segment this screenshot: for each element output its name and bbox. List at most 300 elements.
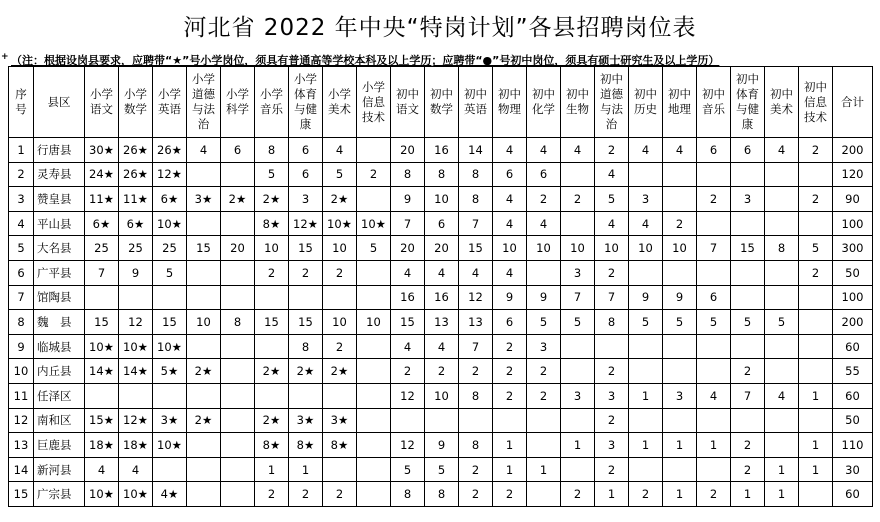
row-number-cell: 11	[9, 383, 34, 408]
quota-cell: 12★	[119, 408, 153, 433]
quota-cell	[799, 482, 833, 507]
quota-cell: 6	[697, 138, 731, 163]
quota-cell	[663, 359, 697, 384]
quota-cell: 10	[493, 236, 527, 261]
total-cell: 120	[833, 162, 873, 187]
table-row	[9, 162, 873, 187]
county-cell: 临城县	[34, 334, 85, 359]
total-cell: 60	[833, 482, 873, 507]
quota-cell: 10★	[119, 482, 153, 507]
quota-cell: 3	[629, 187, 663, 212]
quota-cell: 4	[629, 211, 663, 236]
table-row	[9, 236, 873, 261]
quota-cell: 3	[731, 187, 765, 212]
quota-cell	[697, 260, 731, 285]
quota-cell: 8	[459, 433, 493, 458]
column-header-label: 初中 数学	[430, 87, 453, 116]
quota-cell: 4	[493, 260, 527, 285]
quota-cell	[629, 457, 663, 482]
column-header-label: 合计	[841, 94, 864, 109]
quota-cell	[799, 162, 833, 187]
quota-cell: 15	[289, 236, 323, 261]
column-header-label: 初中 化学	[532, 87, 555, 116]
quota-cell: 12	[119, 310, 153, 335]
quota-cell: 12	[459, 285, 493, 310]
quota-cell: 10	[527, 236, 561, 261]
quota-cell	[391, 408, 425, 433]
quota-cell: 8	[221, 310, 255, 335]
table-row	[9, 187, 873, 212]
row-number-cell: 13	[9, 433, 34, 458]
county-cell: 赞皇县	[34, 187, 85, 212]
quota-cell	[221, 211, 255, 236]
quota-cell	[119, 383, 153, 408]
quota-cell: 2	[289, 482, 323, 507]
quota-cell: 3	[595, 383, 629, 408]
row-number-cell: 8	[9, 310, 34, 335]
quota-cell: 4	[493, 138, 527, 163]
row-number-cell: 6	[9, 260, 34, 285]
quota-cell: 6	[289, 162, 323, 187]
quota-cell: 15	[187, 236, 221, 261]
total-cell: 60	[833, 334, 873, 359]
quota-cell	[765, 359, 799, 384]
quota-cell	[221, 482, 255, 507]
quota-cell: 1	[799, 457, 833, 482]
quota-cell: 10	[629, 236, 663, 261]
column-header-label: 小学 科学	[226, 87, 249, 116]
quota-cell: 14	[459, 138, 493, 163]
column-header-label: 初中 音乐	[702, 87, 725, 116]
quota-cell: 18★	[85, 433, 119, 458]
quota-cell: 4	[561, 138, 595, 163]
quota-cell: 4	[391, 334, 425, 359]
quota-cell: 6★	[119, 211, 153, 236]
quota-cell: 2	[323, 260, 357, 285]
column-header-label: 初中 语文	[396, 87, 419, 116]
quota-cell	[527, 408, 561, 433]
quota-cell	[221, 359, 255, 384]
total-cell: 100	[833, 285, 873, 310]
column-header	[255, 67, 289, 138]
quota-cell: 12★	[153, 162, 187, 187]
quota-cell: 3	[289, 187, 323, 212]
quota-cell	[697, 359, 731, 384]
quota-cell: 7	[85, 260, 119, 285]
quota-cell	[221, 162, 255, 187]
column-header-label: 小学 体育 与健 康	[294, 72, 317, 131]
quota-cell: 2★	[187, 359, 221, 384]
quota-cell	[731, 211, 765, 236]
quota-cell: 2	[731, 359, 765, 384]
quota-cell: 2	[357, 162, 391, 187]
quota-cell: 2	[731, 457, 765, 482]
quota-cell	[357, 187, 391, 212]
quota-cell	[187, 285, 221, 310]
quota-cell: 2	[697, 482, 731, 507]
quota-cell: 1	[527, 457, 561, 482]
quota-cell: 4	[459, 260, 493, 285]
total-cell: 30	[833, 457, 873, 482]
quota-cell: 8★	[255, 433, 289, 458]
quota-cell: 12★	[289, 211, 323, 236]
quota-cell	[629, 162, 663, 187]
table-row	[9, 359, 873, 384]
quota-cell: 2	[731, 433, 765, 458]
quota-cell: 2	[493, 482, 527, 507]
quota-cell: 1	[561, 433, 595, 458]
quota-cell: 8	[255, 138, 289, 163]
column-header-label: 初中 物理	[498, 87, 521, 116]
quota-cell: 9	[493, 285, 527, 310]
quota-cell	[357, 285, 391, 310]
quota-cell: 8	[595, 310, 629, 335]
quota-cell: 2	[595, 260, 629, 285]
quota-cell: 10	[561, 236, 595, 261]
column-header	[391, 67, 425, 138]
quota-cell: 10	[357, 310, 391, 335]
quota-cell: 15★	[85, 408, 119, 433]
quota-cell: 2	[799, 138, 833, 163]
quota-cell: 2	[459, 359, 493, 384]
quota-cell	[731, 285, 765, 310]
quota-cell: 2	[663, 211, 697, 236]
column-header	[153, 67, 187, 138]
column-header-label: 小学 音乐	[260, 87, 283, 116]
quota-cell	[731, 162, 765, 187]
quota-cell	[561, 359, 595, 384]
quota-cell: 8	[459, 383, 493, 408]
county-cell: 任泽区	[34, 383, 85, 408]
quota-cell	[323, 457, 357, 482]
quota-cell: 2	[595, 138, 629, 163]
quota-cell	[187, 433, 221, 458]
column-header-label: 小学 信息 技术	[362, 79, 385, 124]
quota-cell: 6	[425, 211, 459, 236]
quota-cell: 5	[323, 162, 357, 187]
quota-cell	[799, 285, 833, 310]
quota-cell: 3★	[153, 408, 187, 433]
quota-cell: 1	[697, 433, 731, 458]
quota-cell: 2	[391, 359, 425, 384]
column-header	[527, 67, 561, 138]
column-header-label: 初中 道德 与法 治	[600, 72, 623, 131]
quota-cell: 6	[221, 138, 255, 163]
quota-cell: 4	[85, 457, 119, 482]
quota-cell	[697, 334, 731, 359]
page-title: 河北省 2022 年中央“特岗计划”各县招聘岗位表	[183, 15, 697, 41]
quota-cell	[187, 260, 221, 285]
quota-cell	[663, 334, 697, 359]
quota-cell: 1	[663, 433, 697, 458]
quota-cell: 15	[289, 310, 323, 335]
quota-cell: 16	[391, 285, 425, 310]
county-cell: 平山县	[34, 211, 85, 236]
quota-cell: 1	[493, 457, 527, 482]
table-row	[9, 260, 873, 285]
column-header	[119, 67, 153, 138]
quota-cell: 7	[561, 285, 595, 310]
quota-cell	[221, 433, 255, 458]
quota-cell	[629, 408, 663, 433]
column-header-label: 小学 美术	[328, 87, 351, 116]
quota-cell: 5	[527, 310, 561, 335]
quota-cell: 7	[391, 211, 425, 236]
quota-cell	[799, 408, 833, 433]
quota-cell: 6	[527, 162, 561, 187]
quota-cell	[357, 138, 391, 163]
row-number-cell: 14	[9, 457, 34, 482]
quota-cell: 25	[153, 236, 187, 261]
quota-cell: 10★	[119, 334, 153, 359]
quota-cell: 4	[391, 260, 425, 285]
quota-cell	[527, 482, 561, 507]
quota-cell	[119, 285, 153, 310]
column-header	[765, 67, 799, 138]
column-header	[731, 67, 765, 138]
quota-cell: 1	[289, 457, 323, 482]
quota-cell: 5	[425, 457, 459, 482]
quota-cell	[187, 334, 221, 359]
total-cell: 60	[833, 383, 873, 408]
quota-cell	[357, 260, 391, 285]
quota-cell: 1	[629, 433, 663, 458]
quota-cell	[561, 334, 595, 359]
quota-cell	[765, 162, 799, 187]
row-number-cell: 5	[9, 236, 34, 261]
quota-cell	[799, 334, 833, 359]
table-row	[9, 310, 873, 335]
quota-cell: 2	[323, 482, 357, 507]
quota-cell: 3★	[323, 408, 357, 433]
column-header-label: 初中 体育 与健 康	[736, 72, 759, 131]
quota-cell: 10★	[153, 433, 187, 458]
column-header-label: 初中 信息 技术	[804, 79, 827, 124]
quota-cell: 20	[425, 236, 459, 261]
quota-cell: 4	[697, 383, 731, 408]
table-row	[9, 138, 873, 163]
column-header	[289, 67, 323, 138]
quota-cell	[765, 211, 799, 236]
quota-cell: 30★	[85, 138, 119, 163]
row-number-cell: 12	[9, 408, 34, 433]
quota-cell: 4	[595, 162, 629, 187]
column-header-label: 县区	[47, 94, 71, 109]
quota-cell: 4	[425, 334, 459, 359]
total-cell: 200	[833, 138, 873, 163]
quota-cell: 2	[289, 260, 323, 285]
quota-cell	[663, 260, 697, 285]
column-header	[629, 67, 663, 138]
quota-cell	[187, 162, 221, 187]
quota-cell: 15	[85, 310, 119, 335]
quota-cell: 4	[493, 187, 527, 212]
quota-cell: 1	[255, 457, 289, 482]
column-header	[833, 67, 873, 138]
quota-cell: 20	[221, 236, 255, 261]
quota-cell: 8	[391, 162, 425, 187]
quota-cell: 1	[765, 457, 799, 482]
total-cell: 50	[833, 260, 873, 285]
column-header-label: 小学 数学	[124, 87, 147, 116]
county-cell: 巨鹿县	[34, 433, 85, 458]
quota-cell: 2	[255, 260, 289, 285]
column-header	[85, 67, 119, 138]
note-marker-icon: +	[1, 52, 9, 62]
quota-cell	[187, 211, 221, 236]
quota-cell: 2	[527, 359, 561, 384]
quota-cell: 15	[391, 310, 425, 335]
county-cell: 行唐县	[34, 138, 85, 163]
column-header	[425, 67, 459, 138]
quota-cell: 2★	[323, 359, 357, 384]
quota-cell: 8★	[323, 433, 357, 458]
quota-cell: 15	[459, 236, 493, 261]
quota-cell: 10★	[153, 211, 187, 236]
quota-cell: 4	[119, 457, 153, 482]
column-header-label: 小学 语文	[90, 87, 113, 116]
quota-cell: 2	[595, 408, 629, 433]
quota-cell	[697, 211, 731, 236]
quota-cell: 1	[493, 433, 527, 458]
row-number-cell: 7	[9, 285, 34, 310]
quota-cell: 2★	[289, 359, 323, 384]
quota-cell: 4	[765, 138, 799, 163]
quota-cell: 2	[493, 359, 527, 384]
quota-cell: 8★	[289, 433, 323, 458]
column-header	[663, 67, 697, 138]
quota-cell: 10★	[357, 211, 391, 236]
quota-cell: 1	[595, 482, 629, 507]
column-header-label: 初中 地理	[668, 87, 691, 116]
quota-cell	[731, 408, 765, 433]
quota-cell	[731, 334, 765, 359]
quota-cell: 2	[697, 187, 731, 212]
table-row	[9, 433, 873, 458]
quota-cell: 9	[391, 187, 425, 212]
quota-cell	[255, 383, 289, 408]
quota-cell: 26★	[119, 138, 153, 163]
quota-cell: 12	[391, 383, 425, 408]
quota-cell: 2	[799, 260, 833, 285]
table-row	[9, 285, 873, 310]
column-header	[187, 67, 221, 138]
quota-cell: 5★	[153, 359, 187, 384]
quota-cell: 4	[323, 138, 357, 163]
quota-cell: 7	[731, 383, 765, 408]
quota-cell	[153, 457, 187, 482]
column-header	[34, 67, 85, 138]
quota-cell: 3★	[289, 408, 323, 433]
quota-cell: 26★	[153, 138, 187, 163]
quota-cell: 10★	[323, 211, 357, 236]
column-header-label: 初中 历史	[634, 87, 657, 116]
column-header	[799, 67, 833, 138]
quota-cell: 4	[595, 211, 629, 236]
quota-cell: 20	[391, 236, 425, 261]
quota-cell	[221, 260, 255, 285]
quota-cell: 25	[85, 236, 119, 261]
column-header	[323, 67, 357, 138]
quota-cell: 8★	[255, 211, 289, 236]
total-cell: 50	[833, 408, 873, 433]
quota-cell: 8	[459, 187, 493, 212]
quota-cell: 1	[765, 482, 799, 507]
quota-cell: 5	[595, 187, 629, 212]
total-cell: 100	[833, 211, 873, 236]
row-number-cell: 2	[9, 162, 34, 187]
row-number-cell: 10	[9, 359, 34, 384]
column-header	[493, 67, 527, 138]
quota-cell: 5	[731, 310, 765, 335]
quota-cell: 1	[663, 482, 697, 507]
quota-cell	[799, 310, 833, 335]
quota-cell: 2★	[255, 359, 289, 384]
quota-cell: 10★	[85, 482, 119, 507]
quota-cell	[629, 334, 663, 359]
row-number-cell: 4	[9, 211, 34, 236]
quota-cell: 4	[663, 138, 697, 163]
quota-cell: 3	[561, 383, 595, 408]
quota-cell: 6★	[85, 211, 119, 236]
quota-cell	[425, 408, 459, 433]
column-header	[357, 67, 391, 138]
quota-cell: 10	[425, 187, 459, 212]
quota-cell: 2	[323, 334, 357, 359]
quota-cell: 13	[459, 310, 493, 335]
quota-cell	[357, 334, 391, 359]
quota-cell	[187, 482, 221, 507]
total-cell: 55	[833, 359, 873, 384]
quota-cell	[221, 285, 255, 310]
quota-cell: 10	[595, 236, 629, 261]
quota-cell	[85, 383, 119, 408]
quota-cell: 24★	[85, 162, 119, 187]
quota-cell: 2	[459, 457, 493, 482]
quota-cell: 9	[425, 433, 459, 458]
row-number-cell: 1	[9, 138, 34, 163]
quota-cell: 5	[153, 260, 187, 285]
quota-cell	[357, 408, 391, 433]
quota-cell: 10	[425, 383, 459, 408]
quota-cell	[255, 334, 289, 359]
quota-cell	[221, 408, 255, 433]
quota-cell: 8	[425, 162, 459, 187]
county-cell: 大名县	[34, 236, 85, 261]
row-number-cell: 3	[9, 187, 34, 212]
quota-cell: 3	[663, 383, 697, 408]
quota-cell: 2	[561, 187, 595, 212]
county-cell: 魏 县	[34, 310, 85, 335]
quota-cell	[153, 383, 187, 408]
quota-cell	[357, 482, 391, 507]
column-header-label: 初中 英语	[464, 87, 487, 116]
quota-cell: 15	[153, 310, 187, 335]
quota-cell: 10	[255, 236, 289, 261]
quota-cell: 2★	[255, 187, 289, 212]
quota-cell: 7	[459, 334, 493, 359]
quota-cell: 10	[663, 236, 697, 261]
quota-cell: 2	[629, 482, 663, 507]
quota-cell: 2	[595, 359, 629, 384]
column-header	[561, 67, 595, 138]
quota-cell: 4	[629, 138, 663, 163]
column-header-label: 小学 英语	[158, 87, 181, 116]
county-cell: 南和区	[34, 408, 85, 433]
column-header	[595, 67, 629, 138]
quota-cell: 4★	[153, 482, 187, 507]
quota-cell: 2	[255, 482, 289, 507]
